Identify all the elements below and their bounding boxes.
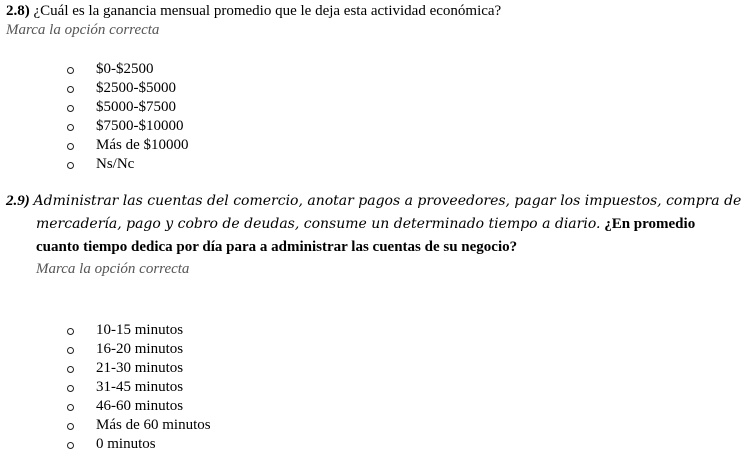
question-2-9-line-3: cuanto tiempo dedica por día para a administrar las cuentas de su negocio? — [36, 239, 518, 255]
radio-bullet[interactable] — [67, 105, 74, 112]
question-2-9-instruction: Marca la opción correcta — [36, 261, 190, 277]
radio-bullet[interactable] — [67, 423, 74, 430]
option-label: 10-15 minutos — [96, 322, 184, 338]
option-label: 16-20 minutos — [96, 341, 184, 357]
option-label: 46-60 minutos — [96, 398, 184, 414]
option-label: Más de $10000 — [96, 137, 189, 153]
question-text: ¿Cuál es la ganancia mensual promedio que le deja esta actividad económica? — [33, 3, 502, 19]
radio-bullet[interactable] — [67, 67, 74, 74]
radio-bullet[interactable] — [67, 162, 74, 169]
question-2-8-title — [6, 3, 501, 20]
radio-bullet[interactable] — [67, 442, 74, 449]
option-label: $7500-$10000 — [96, 118, 184, 134]
question-number: 2.9) — [6, 193, 30, 209]
question-2-9-line-2 — [36, 216, 695, 233]
option-label: 0 minutos — [96, 436, 156, 452]
question-2-8-instruction: Marca la opción correcta — [6, 22, 160, 38]
radio-bullet[interactable] — [67, 124, 74, 131]
radio-bullet[interactable] — [67, 86, 74, 93]
radio-bullet[interactable] — [67, 404, 74, 411]
radio-bullet[interactable] — [67, 328, 74, 335]
option-label: 31-45 minutos — [96, 379, 184, 395]
question-number: 2.8) — [6, 3, 30, 19]
option-label: $5000-$7500 — [96, 99, 176, 115]
option-label: 21-30 minutos — [96, 360, 184, 376]
radio-bullet[interactable] — [67, 143, 74, 150]
question-text: mercadería, pago y cobro de deudas, consume un determinado tiempo a diario. — [36, 216, 601, 232]
radio-bullet[interactable] — [67, 347, 74, 354]
option-label: $0-$2500 — [96, 61, 154, 77]
question-emphasis: ¿En promedio — [604, 216, 696, 232]
radio-bullet[interactable] — [67, 366, 74, 373]
option-label: $2500-$5000 — [96, 80, 176, 96]
question-2-9-line-1 — [6, 193, 741, 210]
radio-bullet[interactable] — [67, 385, 74, 392]
option-label: Más de 60 minutos — [96, 417, 211, 433]
option-label: Ns/Nc — [96, 156, 135, 172]
question-text: Administrar las cuentas del comercio, anotar pagos a proveedores, pagar los impuestos, compra de — [33, 193, 742, 209]
